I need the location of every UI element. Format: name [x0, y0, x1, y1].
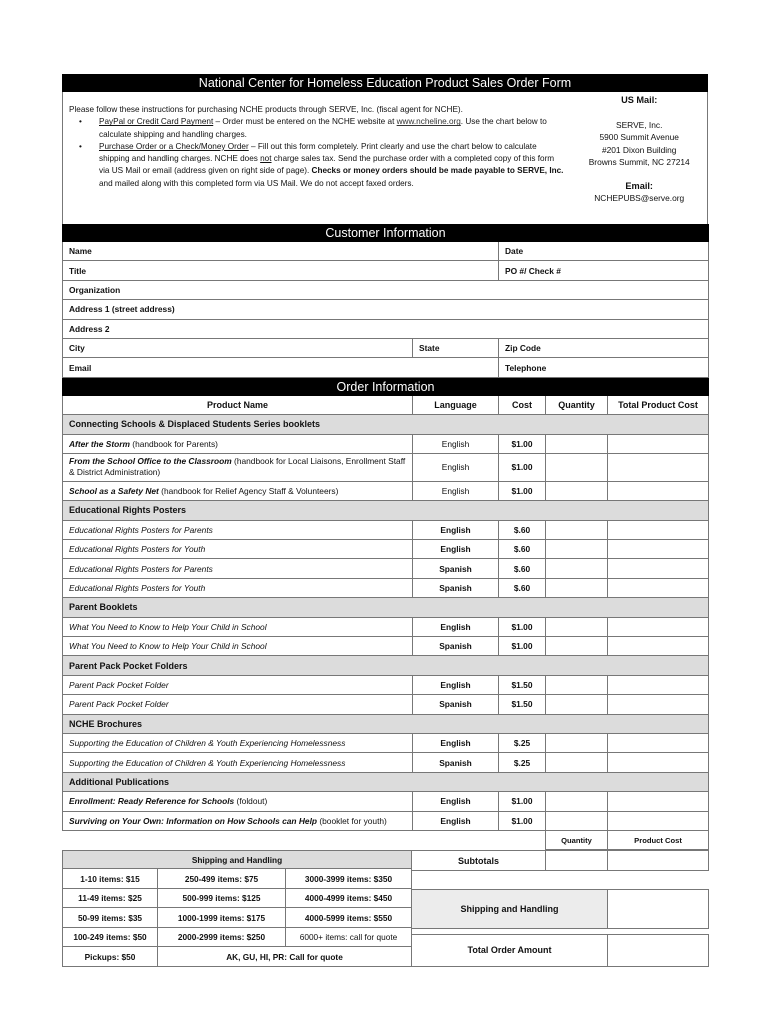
quantity-cell[interactable]	[546, 559, 608, 578]
paypal-link[interactable]: PayPal or Credit Card Payment	[99, 117, 214, 127]
product-language: Spanish	[413, 578, 499, 597]
table-row	[63, 792, 709, 811]
bullet-po-text2: charge sales tax. Send the purchase order with a completed copy of this form via US Mail or email (address given on right side of page).	[99, 154, 555, 176]
product-cost: $1.00	[499, 637, 546, 656]
col-cost: Cost	[499, 395, 546, 414]
quantity-cell[interactable]	[546, 637, 608, 656]
mail-line2: 5900 Summit Avenue	[599, 132, 679, 142]
state-field[interactable]: State	[413, 338, 499, 357]
product-desc: (handbook for Local Liaisons, Enrollment Staff & District Administration)	[69, 456, 406, 478]
order-table	[62, 378, 709, 851]
shipping-tier: 100-249 items: $50	[63, 927, 158, 947]
product-title: From the School Office to the Classroom	[69, 456, 232, 467]
shipping-handling-label: Shipping and Handling	[412, 889, 608, 928]
shipping-chart-heading: Shipping and Handling	[63, 851, 412, 869]
shipping-tier: Pickups: $50	[63, 947, 158, 967]
product-name: What You Need to Know to Help Your Child in School	[63, 617, 413, 636]
shipping-chart	[62, 850, 411, 967]
quantity-cell[interactable]	[546, 578, 608, 597]
product-cost: $1.00	[499, 811, 546, 830]
total-cell[interactable]	[608, 753, 709, 772]
quantity-cell[interactable]	[546, 811, 608, 830]
product-name: Educational Rights Posters for Youth	[63, 578, 413, 597]
instructions-section	[62, 92, 708, 224]
table-row	[63, 520, 709, 539]
col-product-name: Product Name	[63, 395, 413, 414]
product-language: English	[413, 792, 499, 811]
quantity-cell[interactable]	[546, 453, 608, 481]
quantity-cell[interactable]	[546, 520, 608, 539]
col-total: Total Product Cost	[608, 395, 709, 414]
category-educational-rights-posters: Educational Rights Posters	[63, 501, 709, 520]
product-name: Educational Rights Posters for Parents	[63, 520, 413, 539]
shipping-tier: 2000-2999 items: $250	[158, 927, 286, 947]
total-cell[interactable]	[608, 617, 709, 636]
date-field[interactable]: Date	[499, 242, 709, 261]
quantity-cell[interactable]	[546, 753, 608, 772]
product-name	[63, 811, 413, 830]
product-name	[63, 434, 413, 453]
shipping-row	[63, 927, 412, 947]
mail-info	[571, 92, 707, 224]
table-row	[63, 753, 709, 772]
shipping-tier: 250-499 items: $75	[158, 869, 286, 889]
website-link[interactable]: www.ncheline.org	[396, 117, 461, 127]
title-field[interactable]: Title	[63, 261, 499, 280]
email-address[interactable]: NCHEPUBS@serve.org	[594, 193, 685, 203]
total-cell[interactable]	[608, 637, 709, 656]
telephone-field[interactable]: Telephone	[499, 358, 709, 377]
product-cost: $1.50	[499, 675, 546, 694]
total-cell[interactable]	[608, 675, 709, 694]
product-name	[63, 481, 413, 500]
total-cell[interactable]	[608, 453, 709, 481]
total-cell[interactable]	[608, 520, 709, 539]
subtotal-cost-cell[interactable]	[608, 851, 709, 870]
total-order-label: Total Order Amount	[412, 934, 608, 966]
subtotal-quantity-cell[interactable]	[546, 851, 608, 870]
purchase-order-link[interactable]: Purchase Order or a Check/Money Order	[99, 141, 249, 151]
table-row	[63, 434, 709, 453]
form-title: National Center for Homeless Education Product Sales Order Form	[62, 74, 708, 92]
table-row	[63, 733, 709, 752]
col-language: Language	[413, 395, 499, 414]
bullet-paypal-text: – Order must be entered on the NCHE website at	[213, 117, 397, 127]
total-cell[interactable]	[608, 434, 709, 453]
product-language: Spanish	[413, 753, 499, 772]
product-cost-sum-label: Product Cost	[608, 830, 709, 849]
totals-section	[411, 850, 708, 967]
total-cell[interactable]	[608, 481, 709, 500]
order-heading: Order Information	[63, 378, 709, 395]
total-order-cell[interactable]	[608, 934, 709, 966]
product-language: English	[413, 434, 499, 453]
table-row	[63, 481, 709, 500]
shipping-tier: 1-10 items: $15	[63, 869, 158, 889]
product-language: English	[413, 453, 499, 481]
table-row	[63, 559, 709, 578]
table-row	[63, 617, 709, 636]
mail-line3: #201 Dixon Building	[601, 144, 677, 155]
product-language: English	[413, 811, 499, 830]
quantity-cell[interactable]	[546, 481, 608, 500]
product-title: Surviving on Your Own: Information on How Schools can Help	[69, 815, 318, 826]
product-cost: $.60	[499, 520, 546, 539]
table-row	[63, 695, 709, 714]
email-field[interactable]: Email	[63, 358, 499, 377]
zip-field[interactable]: Zip Code	[499, 338, 709, 357]
product-name: Educational Rights Posters for Parents	[63, 559, 413, 578]
shipping-tier: 500-999 items: $125	[158, 888, 286, 908]
product-language: Spanish	[413, 695, 499, 714]
product-desc: (handbook for Relief Agency Staff & Volunteers)	[158, 486, 339, 497]
product-name: Supporting the Education of Children & Youth Experiencing Homelessness	[63, 733, 413, 752]
product-cost: $.60	[499, 559, 546, 578]
product-desc: (handbook for Parents)	[129, 438, 218, 449]
quantity-cell[interactable]	[546, 434, 608, 453]
shipping-tier: 4000-5999 items: $550	[286, 908, 412, 928]
product-cost: $.25	[499, 733, 546, 752]
customer-table	[62, 224, 709, 378]
bullet-po-not: not	[260, 154, 272, 164]
product-cost: $1.00	[499, 453, 546, 481]
bottom-section	[62, 850, 708, 967]
product-language: English	[413, 540, 499, 559]
product-name	[63, 453, 413, 481]
category-parent-pack-folders: Parent Pack Pocket Folders	[63, 656, 709, 675]
organization-field[interactable]: Organization	[63, 280, 709, 299]
product-cost: $.60	[499, 540, 546, 559]
product-language: English	[413, 733, 499, 752]
table-row	[63, 540, 709, 559]
product-name: Supporting the Education of Children & Youth Experiencing Homelessness	[63, 753, 413, 772]
product-language: English	[413, 617, 499, 636]
bullet-po-text1: – Fill out this form completely. Print clearly and use the chart below to calculate shipping and handling charges. NCHE does	[99, 141, 537, 164]
bullet-paypal-end: . Use the chart below to calculate shipping and handling charges.	[99, 117, 547, 139]
city-field[interactable]: City	[63, 338, 413, 357]
shipping-row	[63, 947, 412, 967]
shipping-row	[63, 869, 412, 889]
po-field[interactable]: PO #/ Check #	[499, 261, 709, 280]
total-cell[interactable]	[608, 578, 709, 597]
product-name: What You Need to Know to Help Your Child in School	[63, 637, 413, 656]
table-row	[63, 811, 709, 830]
shipping-tier: 3000-3999 items: $350	[286, 869, 412, 889]
product-name: Parent Pack Pocket Folder	[63, 695, 413, 714]
customer-heading: Customer Information	[63, 225, 709, 242]
bullet-purchase-order	[89, 141, 565, 190]
quantity-sum-label: Quantity	[546, 830, 608, 849]
product-title: After the Storm	[69, 438, 130, 449]
us-mail-heading: US Mail:	[621, 95, 658, 105]
product-language: English	[413, 520, 499, 539]
product-desc: (foldout)	[234, 796, 268, 807]
total-cell[interactable]	[608, 695, 709, 714]
bullet-po-text3: and mailed along with this completed form via US Mail. We do not accept faxed orders.	[99, 178, 414, 188]
intro-text: Please follow these instructions for purchasing NCHE products through SERVE, Inc. (fiscal agent for NCHE).	[69, 105, 463, 114]
subtotals-label: Subtotals	[412, 851, 546, 870]
shipping-row	[63, 908, 412, 928]
quantity-cell[interactable]	[546, 733, 608, 752]
product-cost: $.60	[499, 578, 546, 597]
category-parent-booklets: Parent Booklets	[63, 598, 709, 617]
col-quantity: Quantity	[546, 395, 608, 414]
total-cell[interactable]	[608, 733, 709, 752]
category-connecting-schools: Connecting Schools & Displaced Students Series booklets	[63, 415, 709, 434]
product-cost: $1.00	[499, 434, 546, 453]
total-cell[interactable]	[608, 792, 709, 811]
product-title: School as a Safety Net	[69, 486, 159, 497]
mail-line1: SERVE, Inc.	[616, 119, 663, 130]
category-nche-brochures: NCHE Brochures	[63, 714, 709, 733]
product-language: Spanish	[413, 637, 499, 656]
instructions	[63, 92, 571, 224]
category-additional-publications: Additional Publications	[63, 772, 709, 791]
product-desc: (booklet for youth)	[317, 815, 387, 826]
shipping-tier: AK, GU, HI, PR: Call for quote	[158, 947, 412, 967]
product-name: Educational Rights Posters for Youth	[63, 540, 413, 559]
order-form	[62, 74, 708, 967]
shipping-tier: 4000-4999 items: $450	[286, 888, 412, 908]
name-field[interactable]: Name	[63, 242, 499, 261]
product-cost: $1.00	[499, 481, 546, 500]
shipping-handling-cell[interactable]	[608, 889, 709, 928]
address2-field[interactable]: Address 2	[63, 319, 709, 338]
table-row	[63, 637, 709, 656]
address1-field[interactable]: Address 1 (street address)	[63, 300, 709, 319]
mail-line4: Browns Summit, NC 27214	[588, 157, 690, 167]
shipping-tier: 50-99 items: $35	[63, 908, 158, 928]
shipping-tier: 11-49 items: $25	[63, 888, 158, 908]
quantity-cell[interactable]	[546, 617, 608, 636]
product-language: Spanish	[413, 559, 499, 578]
table-row	[63, 453, 709, 481]
total-cell[interactable]	[608, 811, 709, 830]
shipping-row	[63, 888, 412, 908]
product-cost: $.25	[499, 753, 546, 772]
bullet-po-bold: Checks or money orders should be made payable to SERVE, Inc.	[311, 166, 564, 176]
shipping-tier: 6000+ items: call for quote	[286, 927, 412, 947]
product-title: Enrollment: Ready Reference for Schools	[69, 796, 235, 807]
product-cost: $1.00	[499, 617, 546, 636]
table-row	[63, 578, 709, 597]
shipping-tier: 1000-1999 items: $175	[158, 908, 286, 928]
total-cell[interactable]	[608, 559, 709, 578]
bullet-paypal	[89, 116, 565, 141]
table-row	[63, 675, 709, 694]
quantity-cell[interactable]	[546, 695, 608, 714]
quantity-cell[interactable]	[546, 792, 608, 811]
total-cell[interactable]	[608, 540, 709, 559]
product-name	[63, 792, 413, 811]
product-language: English	[413, 675, 499, 694]
product-cost: $1.50	[499, 695, 546, 714]
email-heading: Email:	[625, 180, 653, 191]
quantity-cell[interactable]	[546, 540, 608, 559]
product-cost: $1.00	[499, 792, 546, 811]
product-name: Parent Pack Pocket Folder	[63, 675, 413, 694]
product-language: English	[413, 481, 499, 500]
quantity-cell[interactable]	[546, 675, 608, 694]
